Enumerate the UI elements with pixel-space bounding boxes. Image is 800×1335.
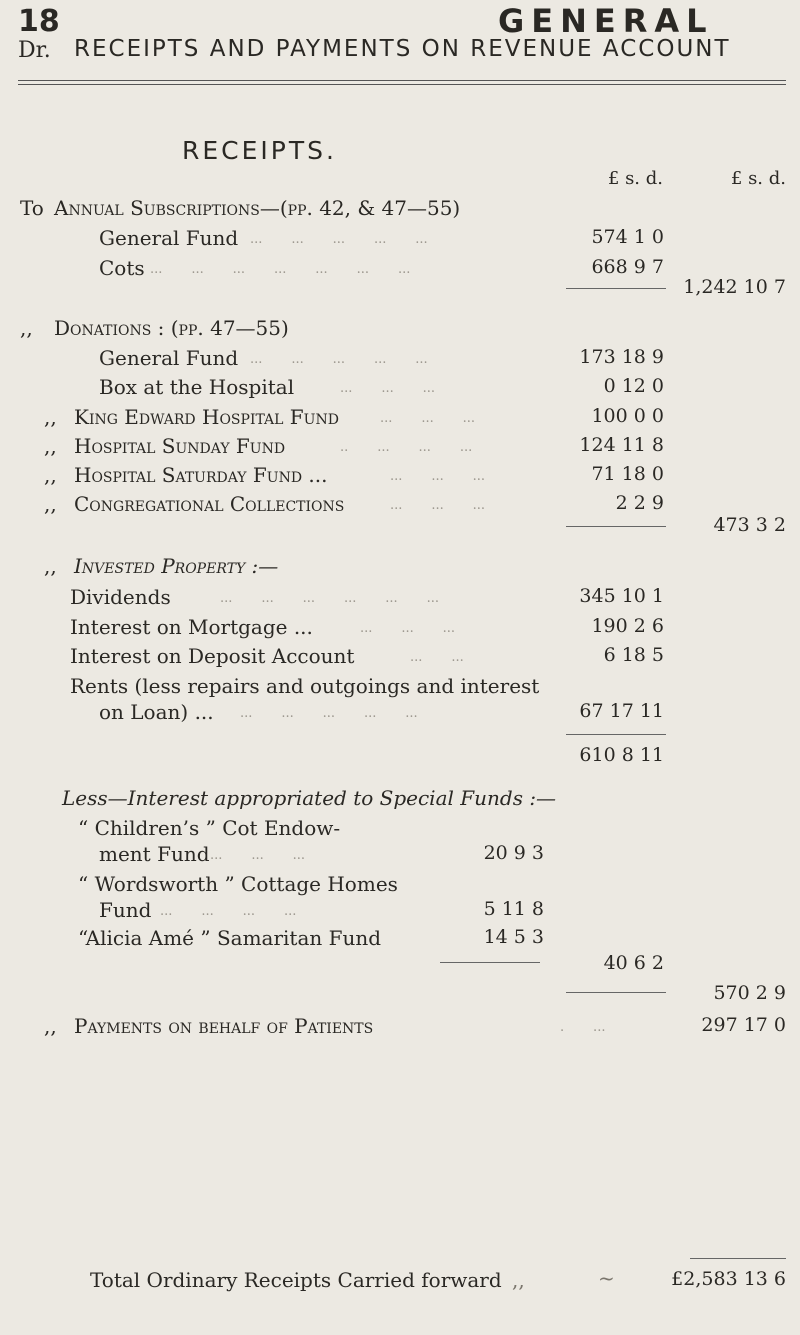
invested-row-amount: 6 18 5 xyxy=(603,644,664,666)
leader-dots: ... ... ... ... ... xyxy=(250,352,428,367)
less-row-line1: “ Children’s ” Cot Endow- xyxy=(78,816,341,840)
payments-prefix: ,, xyxy=(44,1014,57,1038)
less-row-line2: Fund xyxy=(99,898,152,922)
fund-prefix: ,, xyxy=(44,434,57,458)
total-rule xyxy=(690,1258,786,1259)
fund-label: Congregational Collections xyxy=(74,492,345,516)
footer-mark: ~ xyxy=(598,1266,615,1290)
invested-row-label: Interest on Deposit Account xyxy=(70,644,355,668)
fund-amount: 2 2 9 xyxy=(615,492,664,514)
leader-dots: ... ... ... xyxy=(340,381,436,396)
invested-row-amount: 345 10 1 xyxy=(579,585,664,607)
heading-title: RECEIPTS AND PAYMENTS ON REVENUE ACCOUNT xyxy=(74,36,731,62)
leader-dots: . ... xyxy=(560,1020,606,1035)
sum-rule xyxy=(566,288,666,289)
fund-label: Hospital Saturday Fund ... xyxy=(74,463,328,487)
annual-label: Annual Subscriptions—(pp. 42, & 47—55) xyxy=(54,196,461,220)
leader-dots: .. ... ... ... xyxy=(340,440,473,455)
sum-rule xyxy=(566,992,666,993)
section-title: RECEIPTS. xyxy=(182,136,337,165)
fund-prefix: ,, xyxy=(44,405,57,429)
leader-dots: ... ... ... xyxy=(360,621,456,636)
footer-total: £2,583 13 6 xyxy=(671,1268,786,1290)
payments-amount: 297 17 0 xyxy=(701,1014,786,1036)
funds-total: 473 3 2 xyxy=(713,514,786,536)
fund-amount: 71 18 0 xyxy=(591,463,664,485)
fund-prefix: ,, xyxy=(44,463,57,487)
donations-row-amount: 0 12 0 xyxy=(603,375,664,397)
leader-dots: ... ... ... ... ... ... ... xyxy=(150,262,411,277)
less-row-line2: ment Fund xyxy=(99,842,210,866)
leader-dots: ... ... ... xyxy=(390,469,486,484)
fund-amount: 100 0 0 xyxy=(591,405,664,427)
sum-rule xyxy=(566,526,666,527)
fund-label: King Edward Hospital Fund xyxy=(74,405,339,429)
footer-label: Total Ordinary Receipts Carried forward xyxy=(90,1268,502,1292)
heading-dr: Dr. xyxy=(18,38,51,63)
invested-row-label: Rents (less repairs and outgoings and interest xyxy=(70,674,540,698)
leader-dots: ... ... ... xyxy=(210,848,306,863)
donations-row-label: General Fund xyxy=(99,346,239,370)
leader-dots: ... ... ... ... ... xyxy=(240,706,418,721)
fund-prefix: ,, xyxy=(44,492,57,516)
header-rule-2 xyxy=(18,84,786,85)
less-row-line1: “Alicia Amé ” Samaritan Fund xyxy=(78,926,382,950)
less-row-amount: 14 5 3 xyxy=(483,926,544,948)
footer-mark: ,, xyxy=(512,1268,525,1292)
leader-dots: ... ... ... xyxy=(380,411,476,426)
less-label: Less—Interest appropriated to Special Funds :— xyxy=(62,786,557,810)
less-net: 570 2 9 xyxy=(713,982,786,1004)
annual-row-label: General Fund xyxy=(99,226,239,250)
heading-general: GENERAL xyxy=(498,2,714,40)
annual-row-amount: 574 1 0 xyxy=(591,226,664,248)
donations-prefix: ,, xyxy=(20,316,33,340)
invested-row-amount: 67 17 11 xyxy=(579,700,664,722)
invested-row-amount: 190 2 6 xyxy=(591,615,664,637)
invested-row-label: Dividends xyxy=(70,585,171,609)
fund-label: Hospital Sunday Fund xyxy=(74,434,286,458)
invested-row-label: on Loan) ... xyxy=(99,700,214,724)
annual-total: 1,242 10 7 xyxy=(683,276,786,298)
invested-prefix: ,, xyxy=(44,554,57,578)
header-rule xyxy=(18,80,786,81)
sum-rule xyxy=(440,962,540,963)
less-subtotal: 40 6 2 xyxy=(603,952,664,974)
leader-dots: ... ... ... ... ... ... xyxy=(220,591,440,606)
invested-label: Invested Property :— xyxy=(74,554,279,578)
annual-row-amount: 668 9 7 xyxy=(591,256,664,278)
page-number: 18 xyxy=(18,4,60,39)
leader-dots: ... ... xyxy=(410,650,464,665)
annual-prefix: To xyxy=(20,196,44,220)
fund-amount: 124 11 8 xyxy=(579,434,664,456)
donations-row-label: Box at the Hospital xyxy=(99,375,295,399)
less-row-amount: 20 9 3 xyxy=(483,842,544,864)
donations-row-amount: 173 18 9 xyxy=(579,346,664,368)
payments-label: Payments on behalf of Patients xyxy=(74,1014,374,1038)
sum-rule xyxy=(566,734,666,735)
leader-dots: ... ... ... xyxy=(390,498,486,513)
leader-dots: ... ... ... ... ... xyxy=(250,232,428,247)
leader-dots: ... ... ... ... xyxy=(160,904,297,919)
less-row-amount: 5 11 8 xyxy=(483,898,544,920)
invested-subtotal: 610 8 11 xyxy=(579,744,664,766)
column-header-2: £ s. d. xyxy=(730,168,786,189)
donations-label: Donations : (pp. 47—55) xyxy=(54,316,289,340)
invested-row-label: Interest on Mortgage ... xyxy=(70,615,313,639)
annual-row-label: Cots xyxy=(99,256,145,280)
less-row-line1: “ Wordsworth ” Cottage Homes xyxy=(78,872,398,896)
column-header-1: £ s. d. xyxy=(607,168,663,189)
